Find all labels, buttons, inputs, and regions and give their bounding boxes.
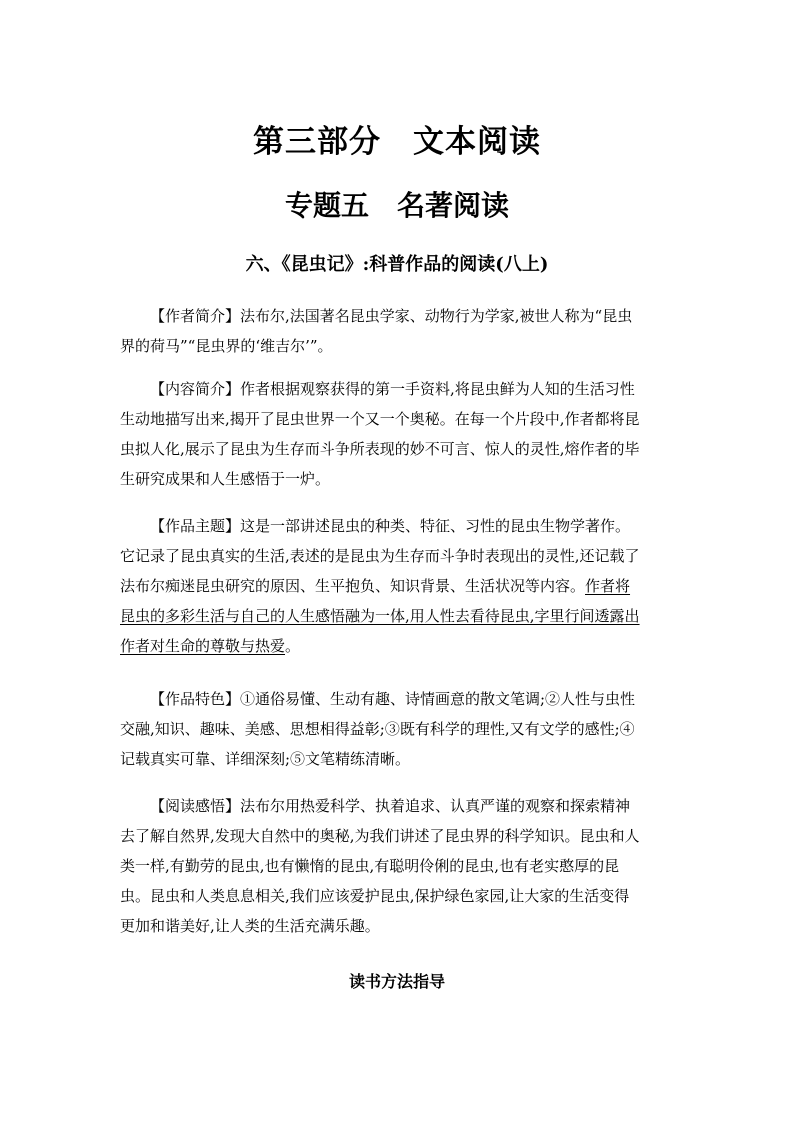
paragraph-line: 它记录了昆虫真实的生活,表述的是昆虫为生存而斗争时表现出的灵性,还记载了 [120,547,640,565]
paragraph-line: 虫拟人化,展示了昆虫为生存而斗争所表现的妙不可言、惊人的灵性,熔作者的毕 [120,440,640,458]
topic-title: 专题五 名著阅读 [284,189,509,222]
paragraph-line: 【内容简介】作者根据观察获得的第一手资料,将昆虫鲜为人知的生活习性 [150,380,635,398]
theme-text: 法布尔痴迷昆虫研究的原因、生平抱负、知识背景、生活状况等内容。 [120,577,586,595]
author-intro-paragraph [120,301,680,361]
paragraph-line: 生研究成果和人生感悟于一炉。 [120,470,331,488]
underlined-text: 昆虫的多彩生活与自己的人生感悟融为一体,用人性去看待昆虫,字里行间透露出 [120,607,640,625]
part-title: 第三部分 文本阅读 [253,124,541,160]
reflection-paragraph [120,791,680,941]
chapter-title: 六、《昆虫记》:科普作品的阅读(八上) [245,254,549,275]
paragraph-line: 虫。昆虫和人类息息相关,我们应该爱护昆虫,保护绿色家园,让大家的生活变得 [120,887,630,905]
underlined-text: 作者将 [585,577,631,595]
paragraph-line: 生动地描写出来,揭开了昆虫世界一个又一个奥秘。在每一个片段中,作者都将昆 [120,410,640,428]
paragraph-line: 【作者简介】法布尔,法国著名昆虫学家、动物行为学家,被世人称为“昆虫 [150,307,633,325]
paragraph-line: 类一样,有勤劳的昆虫,也有懒惰的昆虫,有聪明伶俐的昆虫,也有老实憨厚的昆 [120,857,620,875]
paragraph-line: 【作品主题】这是一部讲述昆虫的种类、特征、习性的昆虫生物学著作。 [150,517,631,535]
paragraph-line: 去了解自然界,发现大自然中的奥秘,为我们讲述了昆虫界的科学知识。昆虫和人 [120,827,640,845]
paragraph-line: 记载真实可靠、详细深刻;⑤文笔精练清晰。 [120,750,411,768]
paragraph-line: 【作品特色】①通俗易懂、生动有趣、诗情画意的散文笔调;②人性与虫性 [150,690,636,708]
underlined-text: 作者对生命的尊敬与热爱 [120,637,286,655]
paragraph-line: 交融,知识、趣味、美感、思想相得益彰;③既有科学的理性,又有文学的感性;④ [120,720,635,738]
features-paragraph [120,684,680,774]
paragraph-line [120,601,680,631]
theme-paragraph [120,511,680,661]
paragraph-line: 界的荷马”“昆虫界的‘维吉尔’”。 [120,337,333,355]
paragraph-line [120,571,680,601]
content-intro-paragraph [120,374,680,494]
paragraph-line: 【阅读感悟】法布尔用热爱科学、执着追求、认真严谨的观察和探索精神 [150,797,631,815]
theme-text: 。 [285,637,301,655]
paragraph-line: 更加和谐美好,让人类的生活充满乐趣。 [120,917,380,935]
reading-method-heading: 读书方法指导 [348,972,445,991]
paragraph-line [120,631,680,661]
